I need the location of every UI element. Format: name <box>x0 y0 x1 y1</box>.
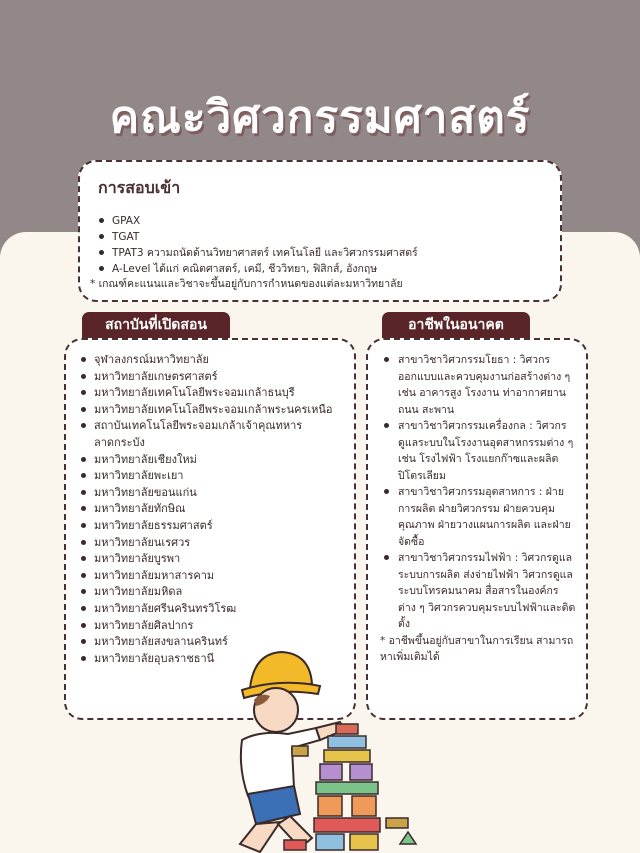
list-item: มหาวิทยาลัยเทคโนโลยีพระจอมเกล้าธนบุรี <box>80 385 344 402</box>
list-item: มหาวิทยาลัยเกษตรศาสตร์ <box>80 369 344 386</box>
exam-list <box>98 213 542 277</box>
list-item: มหาวิทยาลัยขอนแก่น <box>80 485 344 502</box>
list-item: สาขาวิชาวิศวกรรมโยธา : วิศวกรออกแบบและควบคุมงานก่อสร้างต่าง ๆ เช่น อาคารสูง โรงงาน ท่าอากาศยาน ถนน สะพาน <box>380 352 576 418</box>
exam-note: * เกณฑ์คะแนนและวิชาจะขึ้นอยู่กับการกำหนดของแต่ละมหาวิทยาลัย <box>90 278 403 290</box>
page-title: คณะวิศวกรรมศาสตร์ <box>109 92 531 143</box>
list-item: สาขาวิชาวิศวกรรมอุตสาหการ : ฝ่ายการผลิต ฝ่ายวิศวกรรม ฝ่ายควบคุมคุณภาพ ฝ่ายวางแผนการผลิต และฝ่ายจัดซื้อ <box>380 484 576 550</box>
list-item: TGAT <box>98 229 542 245</box>
exam-heading: การสอบเข้า <box>98 178 181 197</box>
list-item: มหาวิทยาลัยมหาสารคาม <box>80 568 344 585</box>
list-item: มหาวิทยาลัยมหิดล <box>80 584 344 601</box>
list-item: มหาวิทยาลัยเชียงใหม่ <box>80 452 344 469</box>
list-item: สาขาวิชาวิศวกรรมเครื่องกล : วิศวกรดูแลระบบในโรงงานอุตสาหกรรมต่าง ๆ เช่น โรงไฟฟ้า โรงแยกก๊าซและผลิตปิโตรเลียม <box>380 418 576 484</box>
list-item: มหาวิทยาลัยสงขลานครินทร์ <box>80 634 344 651</box>
list-item: GPAX <box>98 213 542 229</box>
list-item: มหาวิทยาลัยศิลปากร <box>80 618 344 635</box>
child-building-blocks-illustration <box>220 648 440 853</box>
list-item: จุฬาลงกรณ์มหาวิทยาลัย <box>80 352 344 369</box>
list-item: มหาวิทยาลัยเทคโนโลยีพระจอมเกล้าพระนครเหนือ <box>80 402 344 419</box>
list-item: มหาวิทยาลัยนเรศวร <box>80 535 344 552</box>
careers-heading: อาชีพในอนาคต <box>382 312 530 340</box>
list-item: มหาวิทยาลัยศรีนครินทรวิโรฒ <box>80 601 344 618</box>
exam-section <box>78 160 562 302</box>
institutions-list <box>80 352 344 667</box>
list-item: สถาบันเทคโนโลยีพระจอมเกล้าเจ้าคุณทหารลาดกระบัง <box>80 418 344 451</box>
list-item: มหาวิทยาลัยธรรมศาสตร์ <box>80 518 344 535</box>
list-item: มหาวิทยาลัยพะเยา <box>80 468 344 485</box>
institutions-heading: สถาบันที่เปิดสอน <box>82 312 230 340</box>
careers-list <box>380 352 576 633</box>
list-item: มหาวิทยาลัยบูรพา <box>80 551 344 568</box>
careers-note: * อาชีพขึ้นอยู่กับสาขาในการเรียน สามารถหาเพิ่มเติมได้ <box>380 634 574 663</box>
list-item: มหาวิทยาลัยทักษิณ <box>80 501 344 518</box>
list-item: มหาวิทยาลัยอุบลราชธานี <box>80 651 344 668</box>
list-item: TPAT3 ความถนัดด้านวิทยาศาสตร์ เทคโนโลยี และวิศวกรรมศาสตร์ <box>98 245 542 261</box>
list-item: A-Level ได้แก่ คณิตศาสตร์, เคมี, ชีววิทยา, ฟิสิกส์, อังกฤษ <box>98 261 542 277</box>
list-item: สาขาวิชาวิศวกรรมไฟฟ้า : วิศวกรดูแลระบบการผลิต ส่งจ่ายไฟฟ้า วิศวกรดูแลระบบโทรคมนาคม สื่อสารในองค์กรต่าง ๆ วิศวกรควบคุมระบบไฟฟ้าและติดตั้ง <box>380 550 576 633</box>
